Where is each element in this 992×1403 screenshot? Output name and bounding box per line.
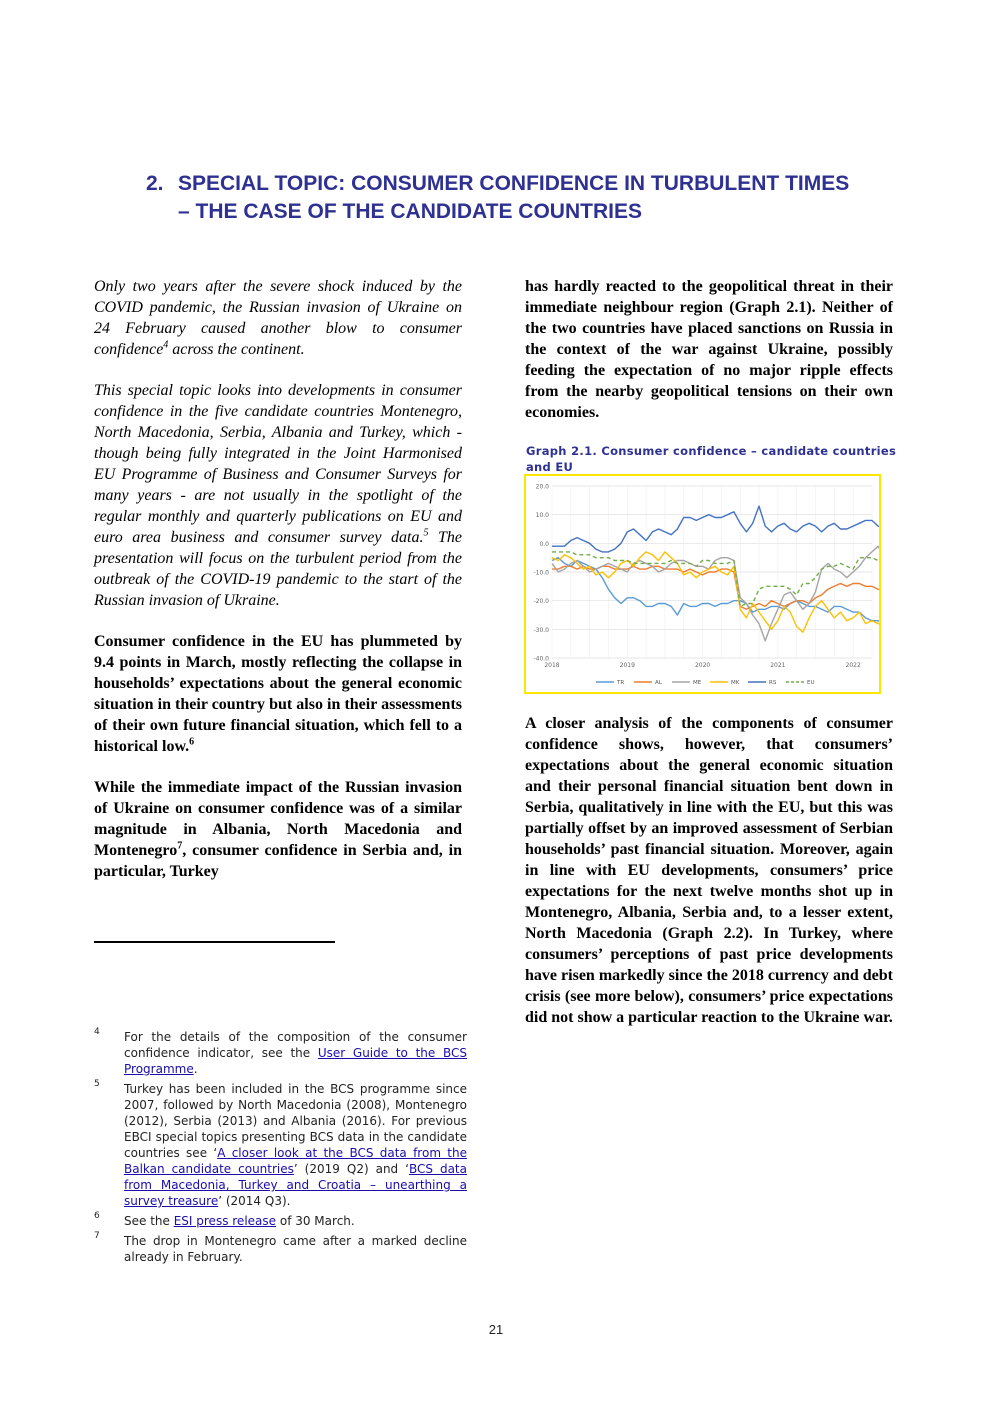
intro-text: Only two years after the severe shock induced by the COVID pandemic, the Russian invasion of Ukraine on 24 February caused another blow to consumer confidence: [94, 278, 462, 358]
user-guide-link[interactable]: User Guide to the BCS Programme: [124, 1046, 467, 1076]
footnote-7: [94, 1233, 467, 1265]
series-line-tr: [552, 558, 879, 627]
esi-press-release-link[interactable]: ESI press release: [173, 1214, 277, 1228]
x-tick-label: 2022: [845, 662, 861, 669]
footnote-ref-5[interactable]: 5: [423, 527, 429, 539]
y-tick-label: -20.0: [533, 598, 549, 606]
series-line-rs: [552, 506, 879, 552]
survey-treasure-link[interactable]: BCS data from Macedonia, Turkey and Croatia – unearthing a survey treasure: [124, 1162, 467, 1208]
graph-title: Graph 2.1. Consumer confidence – candidate countries and EU: [526, 444, 897, 474]
y-tick-label: 0.0: [539, 540, 549, 548]
components-paragraph: A closer analysis of the components of consumer confidence shows, however, that consumers’ expectations about the general economic situation and their personal financial situation bent down in Serbia, qualitatively in line with the EU, but this was partially offset by an improved assessment of Serbian households’ past financial situation. Moreover, again in line with EU developments, consumers’ price expectations for the next twelve months shot up in Montenegro, Albania, Serbia and, to a lesser extent, North Macedonia (Graph 2.2). In Turkey, where consumers’ perceptions of past price developments have risen markedly since the 2018 currency and debt crisis (see more below), consumers’ price expectations did not show a particular reaction to the Ukraine war.: [525, 715, 893, 1026]
footnote-text: The drop in Montenegro came after a marked decline already in February.: [124, 1234, 467, 1264]
right-column-lower: [525, 713, 893, 1028]
section-title-line-2: – THE CASE OF THE CANDIDATE COUNTRIES: [178, 200, 642, 223]
scope-text: This special topic looks into developments in consumer confidence in the five candidate countries Montenegro, North Macedonia, Serbia, Albania and Turkey, which - though being fully integrated in the Joint Harmonised EU Programme of Business and Consumer Surveys for many years - are not usually in the spotlight of the regular monthly and quarterly publications on EU and euro area business and consumer survey data.: [94, 382, 462, 546]
footnote-ref-7[interactable]: 7: [177, 840, 183, 852]
footnote-text-mid: ’ (2019 Q2) and ‘: [293, 1162, 409, 1176]
footnote-separator: [94, 941, 335, 943]
footnote-text-end: of 30 March.: [276, 1214, 355, 1228]
footnote-text: See the: [124, 1214, 174, 1228]
right-column: [525, 276, 893, 423]
section-number: 2.: [146, 172, 164, 195]
impact-text: While the immediate impact of the Russian invasion of Ukraine on consumer confidence was of a similar magnitude in Albania, North Macedonia and Montenegro: [94, 779, 462, 859]
page-number: 21: [488, 1322, 504, 1337]
footnote-6: [94, 1213, 467, 1229]
y-tick-label: 10.0: [535, 512, 549, 520]
legend-label-me: ME: [693, 680, 702, 686]
scope-text-end: The presentation will focus on the turbulent period from the outbreak of the COVID-19 pandemic to the start of the Russian invasion of Ukraine.: [94, 529, 463, 609]
footnote-5: [94, 1081, 467, 1209]
legend-label-mk: MK: [731, 680, 740, 686]
legend-label-tr: TR: [617, 680, 625, 686]
y-tick-label: -40.0: [533, 655, 549, 663]
x-tick-label: 2020: [694, 662, 711, 669]
legend-label-rs: RS: [769, 680, 777, 686]
footnote-number: 7: [94, 1231, 100, 1241]
scope-paragraph: [94, 380, 462, 611]
footnote-ref-6[interactable]: 6: [189, 736, 195, 748]
reaction-paragraph: has hardly reacted to the geopolitical threat in their immediate neighbour region (Graph 2.1). Neither of the two countries have placed sanctions on Russia in the context of the war against Ukraine, possibly feeding the expectation of no major ripple effects from the nearby geopolitical tensions on their own economies.: [525, 278, 893, 421]
footnote-text-end: ’ (2014 Q3).: [218, 1194, 291, 1208]
legend-label-al: AL: [655, 680, 662, 686]
footnote-number: 5: [94, 1079, 100, 1089]
footnotes: [94, 1029, 467, 1269]
footnote-4: [94, 1029, 467, 1077]
footnote-text: Turkey has been included in the BCS programme since 2007, followed by North Macedonia (2008), Montenegro (2012), Serbia (2013) and Albania (2016). For previous EBCI special topics presenting BCS data in the candidate countries see ‘: [124, 1082, 467, 1160]
intro-text-end: across the continent.: [168, 341, 305, 358]
footnote-number: 4: [94, 1027, 100, 1037]
footnote-text: For the details of the composition of the consumer confidence indicator, see the: [124, 1030, 467, 1060]
footnote-ref-4[interactable]: 4: [163, 339, 169, 351]
x-tick-label: 2018: [544, 662, 560, 669]
x-tick-label: 2021: [770, 662, 786, 669]
y-tick-label: 20.0: [535, 483, 549, 491]
chart-svg: [526, 476, 879, 692]
balkan-bcs-link[interactable]: A closer look at the BCS data from the Balkan candidate countries: [124, 1146, 468, 1176]
footnote-text-end: .: [193, 1062, 198, 1076]
eu-confidence-text: Consumer confidence in the EU has plummeted by 9.4 points in March, mostly reflecting the collapse in households’ expectations about the general economic situation in their country but also in their assessments of their own future financial situation, which fell to a historical low.: [94, 633, 462, 755]
impact-paragraph: [94, 777, 462, 882]
intro-paragraph: [94, 276, 462, 360]
section-title-line-1: SPECIAL TOPIC: CONSUMER CONFIDENCE IN TURBULENT TIMES: [178, 172, 850, 195]
footnote-number: 6: [94, 1211, 100, 1221]
impact-text-end: , consumer confidence in Serbia and, in particular, Turkey: [94, 842, 462, 880]
left-column: [94, 276, 462, 882]
consumer-confidence-chart: [524, 474, 881, 694]
y-tick-label: -10.0: [533, 569, 549, 577]
y-tick-label: -30.0: [533, 626, 549, 634]
series-line-me: [552, 546, 879, 641]
x-tick-label: 2019: [619, 662, 635, 669]
legend-label-eu: EU: [807, 680, 815, 686]
eu-confidence-paragraph: [94, 631, 462, 757]
